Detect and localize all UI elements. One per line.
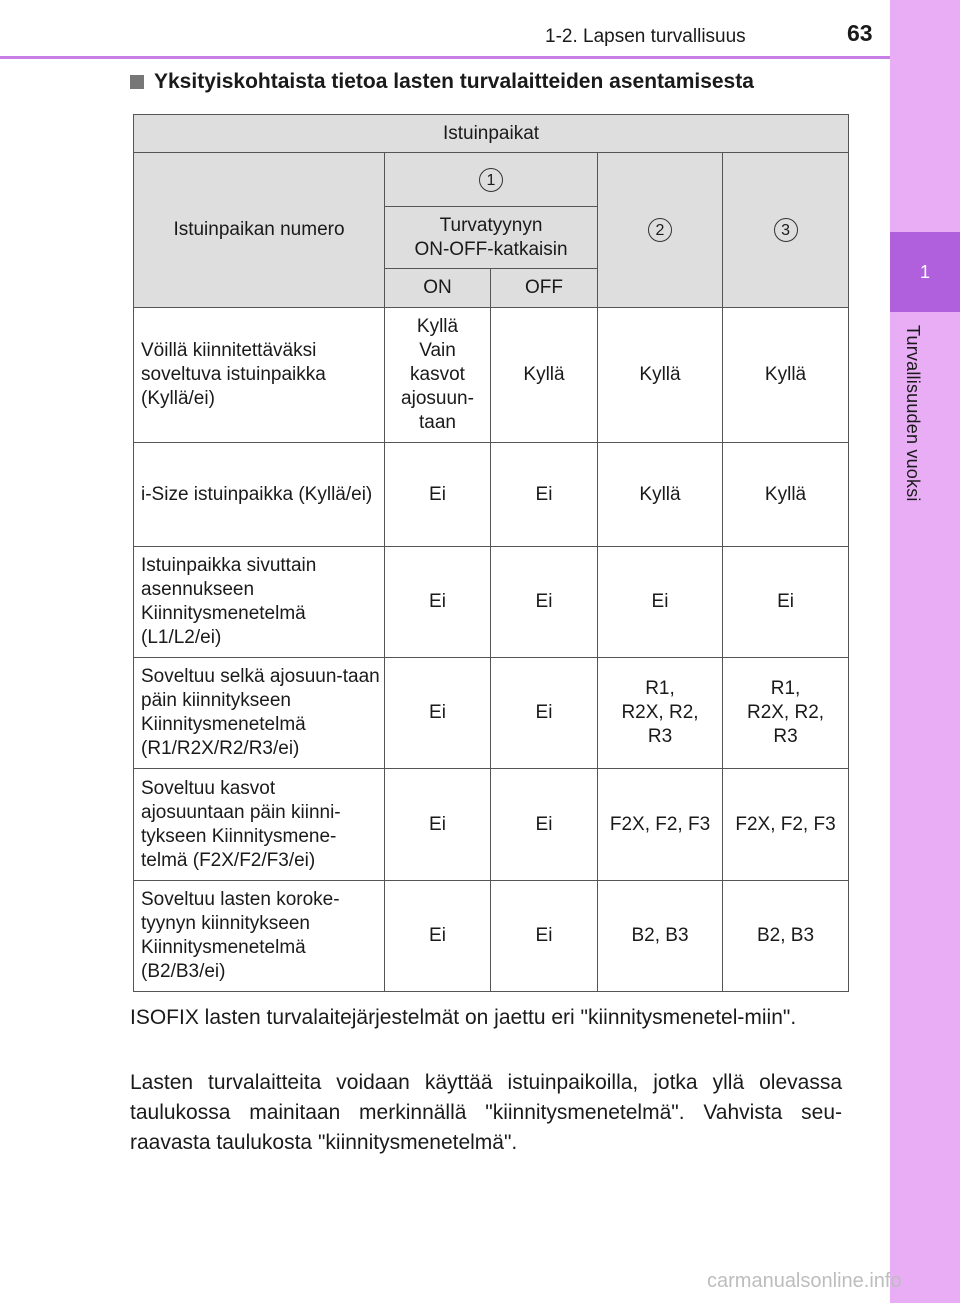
row-label: Soveltuu selkä ajosuun-taan päin kiinnitykseen Kiinnitysmenetelmä (R1/R2X/R2/R3/ei) <box>134 658 385 769</box>
row-label: Istuinpaikka sivuttain asennukseen Kiinnitysmenetelmä (L1/L2/ei) <box>134 547 385 658</box>
cell-seat-3: Kyllä <box>723 443 849 547</box>
section-heading-text: Yksityiskohtaista tietoa lasten turvalaitteiden asentamisesta <box>154 70 754 93</box>
cell-seat-2: Kyllä <box>598 443 723 547</box>
table-row <box>134 443 849 547</box>
cell-seat-2: B2, B3 <box>598 881 723 992</box>
row-label: Soveltuu kasvot ajosuuntaan päin kiinni-tykseen Kiinnitysmene-telmä (F2X/F2/F3/ei) <box>134 769 385 881</box>
on-header: ON <box>385 269 491 308</box>
off-header: OFF <box>491 269 598 308</box>
header-divider <box>0 56 890 59</box>
cell-seat-2: Kyllä <box>598 308 723 443</box>
seat-1-header <box>385 153 598 207</box>
cell-seat-3: R1, R2X, R2, R3 <box>723 658 849 769</box>
cell-off: Ei <box>491 658 598 769</box>
table-row <box>134 769 849 881</box>
cell-seat-3: B2, B3 <box>723 881 849 992</box>
section-title: 1-2. Lapsen turvallisuus <box>545 26 746 47</box>
cell-off: Kyllä <box>491 308 598 443</box>
seat-2-header <box>598 153 723 308</box>
page-number: 63 <box>847 20 873 46</box>
chapter-side-tab <box>890 0 960 1303</box>
cell-seat-2: Ei <box>598 547 723 658</box>
cell-seat-3: Ei <box>723 547 849 658</box>
paragraph-isofix: ISOFIX lasten turvalaitejärjestelmät on jaettu eri "kiinnitysmenetel-miin". <box>130 1006 797 1029</box>
cell-seat-2: R1, R2X, R2, R3 <box>598 658 723 769</box>
cell-seat-3: F2X, F2, F3 <box>723 769 849 881</box>
table-row <box>134 308 849 443</box>
watermark: carmanualsonline.info <box>707 1270 902 1292</box>
seat-position-table <box>133 114 849 992</box>
row-label: Soveltuu lasten koroke-tyynyn kiinnitykseen Kiinnitysmenetelmä (B2/B3/ei) <box>134 881 385 992</box>
seat-3-number: 3 <box>774 218 798 242</box>
cell-off: Ei <box>491 881 598 992</box>
cell-off: Ei <box>491 443 598 547</box>
cell-on: Ei <box>385 881 491 992</box>
row-label: Vöillä kiinnitettäväksi soveltuva istuinpaikka (Kyllä/ei) <box>134 308 385 443</box>
chapter-number: 1 <box>890 232 960 312</box>
seat-number-header: Istuinpaikan numero <box>134 153 385 308</box>
row-label: i-Size istuinpaikka (Kyllä/ei) <box>134 443 385 547</box>
cell-on: Ei <box>385 658 491 769</box>
cell-on: Kyllä Vain kasvot ajosuun-taan <box>385 308 491 443</box>
seat-3-header <box>723 153 849 308</box>
cell-off: Ei <box>491 547 598 658</box>
table-row <box>134 881 849 992</box>
table-row <box>134 658 849 769</box>
table-row <box>134 547 849 658</box>
seat-1-number: 1 <box>479 168 503 192</box>
square-bullet-icon <box>130 75 144 89</box>
cell-off: Ei <box>491 769 598 881</box>
chapter-title: Turvallisuuden vuoksi <box>903 325 923 502</box>
cell-on: Ei <box>385 547 491 658</box>
airbag-switch-header: Turvatyynyn ON-OFF-katkaisin <box>385 207 598 269</box>
page-header <box>0 0 890 58</box>
table-title: Istuinpaikat <box>134 115 849 153</box>
cell-on: Ei <box>385 769 491 881</box>
cell-seat-3: Kyllä <box>723 308 849 443</box>
paragraph-usage: Lasten turvalaitteita voidaan käyttää istuinpaikoilla, jotka yllä olevassa taulukossa mainitaan merkinnällä "kiinnitysmenetelmä". Vahvista seu-raavasta taulukosta "kiinnitysmenetelmä". <box>130 1071 842 1154</box>
section-heading <box>130 70 754 94</box>
seat-2-number: 2 <box>648 218 672 242</box>
cell-on: Ei <box>385 443 491 547</box>
cell-seat-2: F2X, F2, F3 <box>598 769 723 881</box>
